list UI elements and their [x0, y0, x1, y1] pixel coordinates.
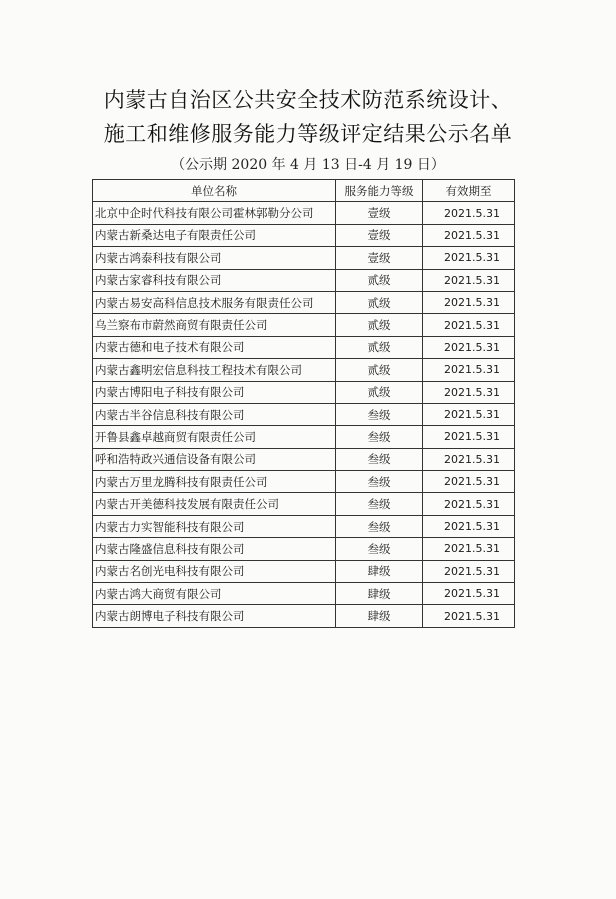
header-service-level: 服务能力等级: [336, 180, 423, 202]
service-level-cell: 叁级: [336, 515, 423, 537]
valid-until-cell: 2021.5.31: [423, 538, 515, 560]
valid-until-cell: 2021.5.31: [423, 448, 515, 470]
table-row: [93, 471, 515, 493]
company-name-cell: 内蒙古博阳电子科技有限公司: [93, 381, 336, 403]
valid-until-cell: 2021.5.31: [423, 224, 515, 246]
table-row: [93, 202, 515, 224]
results-table: [92, 179, 515, 628]
table-row: [93, 336, 515, 358]
company-name-cell: 内蒙古朗博电子科技有限公司: [93, 605, 336, 627]
service-level-cell: 叁级: [336, 426, 423, 448]
valid-until-cell: 2021.5.31: [423, 247, 515, 269]
company-name-cell: 呼和浩特政兴通信设备有限公司: [93, 448, 336, 470]
valid-until-cell: 2021.5.31: [423, 493, 515, 515]
table-row: [93, 515, 515, 537]
company-name-cell: 乌兰察布市蔚然商贸有限责任公司: [93, 314, 336, 336]
title-line-2: 施工和维修服务能力等级评定结果公示名单: [103, 122, 513, 146]
service-level-cell: 叁级: [336, 403, 423, 425]
company-name-cell: 内蒙古万里龙腾科技有限责任公司: [93, 471, 336, 493]
valid-until-cell: 2021.5.31: [423, 269, 515, 291]
title-line-1: 内蒙古自治区公共安全技术防范系统设计、: [103, 88, 513, 112]
valid-until-cell: 2021.5.31: [423, 314, 515, 336]
table-row: [93, 493, 515, 515]
table-row: [93, 403, 515, 425]
service-level-cell: 壹级: [336, 247, 423, 269]
service-level-cell: 贰级: [336, 336, 423, 358]
valid-until-cell: 2021.5.31: [423, 291, 515, 313]
valid-until-cell: 2021.5.31: [423, 403, 515, 425]
company-name-cell: 北京中企时代科技有限公司霍林郭勒分公司: [93, 202, 336, 224]
company-name-cell: 内蒙古鑫明宏信息科技工程技术有限公司: [93, 359, 336, 381]
header-company-name: 单位名称: [93, 180, 336, 202]
company-name-cell: 内蒙古家睿科技有限公司: [93, 269, 336, 291]
valid-until-cell: 2021.5.31: [423, 515, 515, 537]
table-row: [93, 560, 515, 582]
valid-until-cell: 2021.5.31: [423, 560, 515, 582]
service-level-cell: 贰级: [336, 314, 423, 336]
table-row: [93, 426, 515, 448]
company-name-cell: 内蒙古半谷信息科技有限公司: [93, 403, 336, 425]
company-name-cell: 内蒙古德和电子技术有限公司: [93, 336, 336, 358]
valid-until-cell: 2021.5.31: [423, 605, 515, 627]
service-level-cell: 肆级: [336, 605, 423, 627]
valid-until-cell: 2021.5.31: [423, 471, 515, 493]
table-row: [93, 381, 515, 403]
table-row: [93, 247, 515, 269]
valid-until-cell: 2021.5.31: [423, 202, 515, 224]
table-row: [93, 448, 515, 470]
service-level-cell: 肆级: [336, 560, 423, 582]
company-name-cell: 内蒙古名创光电科技有限公司: [93, 560, 336, 582]
table-row: [93, 314, 515, 336]
company-name-cell: 内蒙古开美德科技发展有限责任公司: [93, 493, 336, 515]
service-level-cell: 叁级: [336, 538, 423, 560]
valid-until-cell: 2021.5.31: [423, 359, 515, 381]
publicity-period: （公示期 2020 年 4 月 13 日-4 月 19 日）: [171, 157, 445, 173]
company-name-cell: 内蒙古易安高科信息技术服务有限责任公司: [93, 291, 336, 313]
company-name-cell: 内蒙古隆盛信息科技有限公司: [93, 538, 336, 560]
table-row: [93, 269, 515, 291]
company-name-cell: 内蒙古鸿大商贸有限公司: [93, 583, 336, 605]
header-valid-until: 有效期至: [423, 180, 515, 202]
valid-until-cell: 2021.5.31: [423, 426, 515, 448]
service-level-cell: 壹级: [336, 202, 423, 224]
service-level-cell: 叁级: [336, 493, 423, 515]
valid-until-cell: 2021.5.31: [423, 381, 515, 403]
company-name-cell: 内蒙古新桑达电子有限责任公司: [93, 224, 336, 246]
table-row: [93, 605, 515, 627]
company-name-cell: 开鲁县鑫卓越商贸有限责任公司: [93, 426, 336, 448]
service-level-cell: 叁级: [336, 471, 423, 493]
service-level-cell: 贰级: [336, 359, 423, 381]
service-level-cell: 叁级: [336, 448, 423, 470]
table-row: [93, 224, 515, 246]
service-level-cell: 贰级: [336, 269, 423, 291]
service-level-cell: 贰级: [336, 381, 423, 403]
table-row: [93, 359, 515, 381]
valid-until-cell: 2021.5.31: [423, 336, 515, 358]
service-level-cell: 壹级: [336, 224, 423, 246]
company-name-cell: 内蒙古力实智能科技有限公司: [93, 515, 336, 537]
table-row: [93, 538, 515, 560]
table-row: [93, 291, 515, 313]
company-name-cell: 内蒙古鸿泰科技有限公司: [93, 247, 336, 269]
table-row: [93, 583, 515, 605]
valid-until-cell: 2021.5.31: [423, 583, 515, 605]
service-level-cell: 肆级: [336, 583, 423, 605]
service-level-cell: 贰级: [336, 291, 423, 313]
header-row: [93, 180, 515, 202]
